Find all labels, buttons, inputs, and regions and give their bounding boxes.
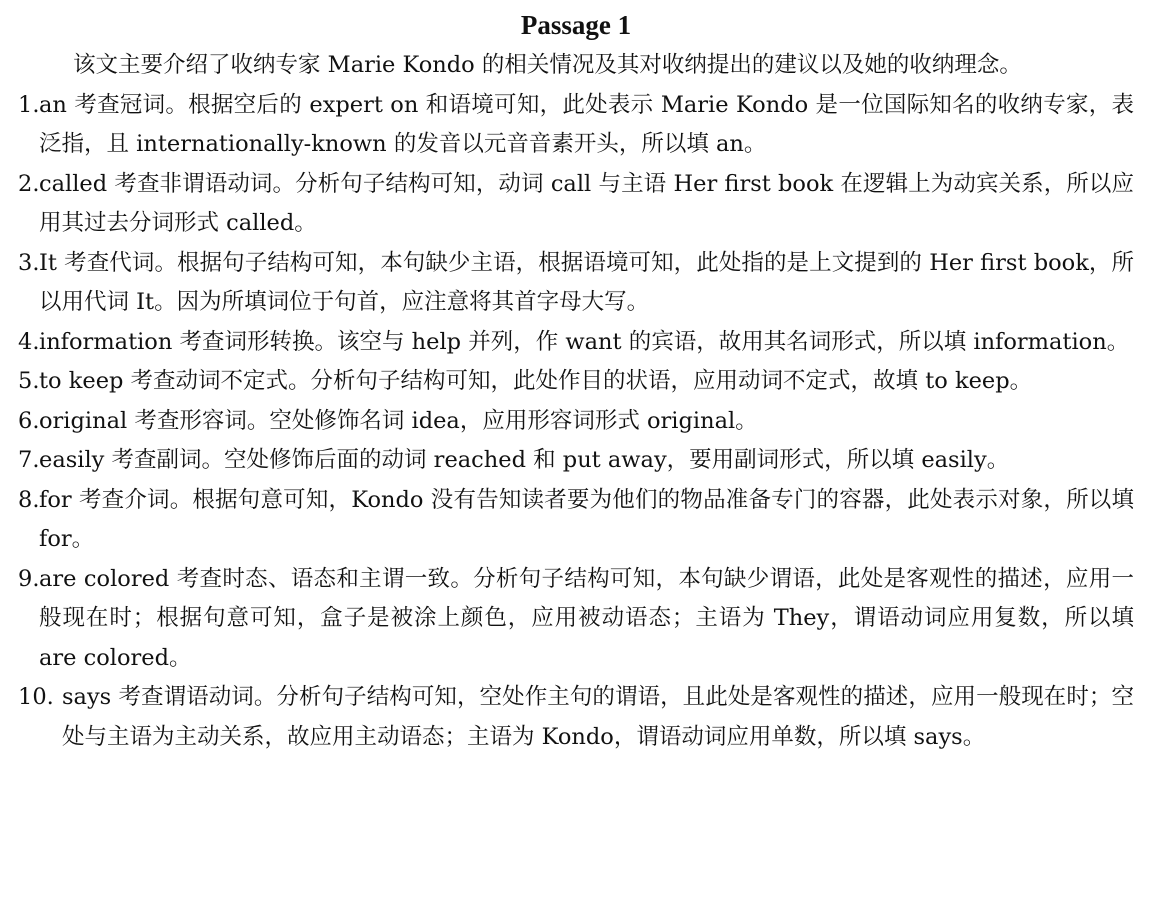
answer-text: easily 考查副词。空处修饰后面的动词 reached 和 put away，要用副词形式，所以填 easily。 [39, 447, 1010, 473]
answer-item-4 [18, 323, 1134, 363]
passage-intro: 该文主要介绍了收纳专家 Marie Kondo 的相关情况及其对收纳提出的建议以及她的收纳理念。 [73, 52, 1022, 78]
answer-item-10 [18, 678, 1134, 757]
answer-number: 2. [18, 170, 40, 197]
answer-item-1 [18, 86, 1134, 165]
passage-title: Passage 1 [520, 10, 632, 40]
answer-number: 9. [18, 565, 40, 592]
answer-item-7 [18, 441, 1134, 481]
answer-item-8 [18, 481, 1134, 560]
answer-number: 5. [18, 368, 40, 394]
answer-text: information 考查词形转换。该空与 help 并列，作 want 的宾语，故用其名词形式，所以填 information。 [39, 328, 1130, 355]
answer-text: called 考查非谓语动词。分析句子结构可知，动词 call 与主语 Her first book 在逻辑上为动宾关系，所以应用其过去分词形式 called。 [39, 170, 1134, 236]
answer-text: to keep 考查动词不定式。分析句子结构可知，此处作目的状语，应用动词不定式，故填 to keep。 [39, 368, 1033, 394]
answer-list [18, 86, 1134, 758]
answer-item-6 [18, 402, 1134, 442]
answer-text: original 考查形容词。空处修饰名词 idea，应用形容词形式 original。 [39, 407, 758, 434]
answer-text: are colored 考查时态、语态和主谓一致。分析句子结构可知，本句缺少谓语，此处是客观性的描述，应用一般现在时；根据句意可知，盒子是被涂上颜色，应用被动语态；主语为 They，谓语动词应用复数，所以填 are colored。 [39, 565, 1134, 671]
answer-number: 4. [18, 328, 40, 355]
answer-item-5 [18, 362, 1134, 402]
answer-item-9 [18, 560, 1134, 679]
answer-item-2 [18, 165, 1134, 244]
answer-number: 1. [18, 91, 40, 118]
answer-number: 7. [18, 447, 40, 473]
answer-text: It 考查代词。根据句子结构可知，本句缺少主语，根据语境可知，此处指的是上文提到的 Her first book，所以用代词 It。因为所填词位于句首，应注意将其首字母大写。 [39, 249, 1134, 315]
answer-number: 10. [18, 684, 61, 710]
answer-text: says 考查谓语动词。分析句子结构可知，空处作主句的谓语，且此处是客观性的描述，应用一般现在时；空处与主语为主动关系，故应用主动语态；主语为 Kondo，谓语动词应用单数，所以填 says。 [62, 684, 1134, 750]
answer-number: 3. [18, 249, 40, 276]
answer-text: an 考查冠词。根据空后的 expert on 和语境可知，此处表示 Marie Kondo 是一位国际知名的收纳专家，表泛指，且 internationally-known 的发音以元音音素开头，所以填 an。 [39, 91, 1134, 157]
answer-number: 6. [18, 407, 40, 434]
answer-text: for 考查介词。根据句意可知，Kondo 没有告知读者要为他们的物品准备专门的容器，此处表示对象，所以填 for。 [39, 486, 1134, 552]
answer-item-3 [18, 244, 1134, 323]
answer-number: 8. [18, 486, 40, 513]
